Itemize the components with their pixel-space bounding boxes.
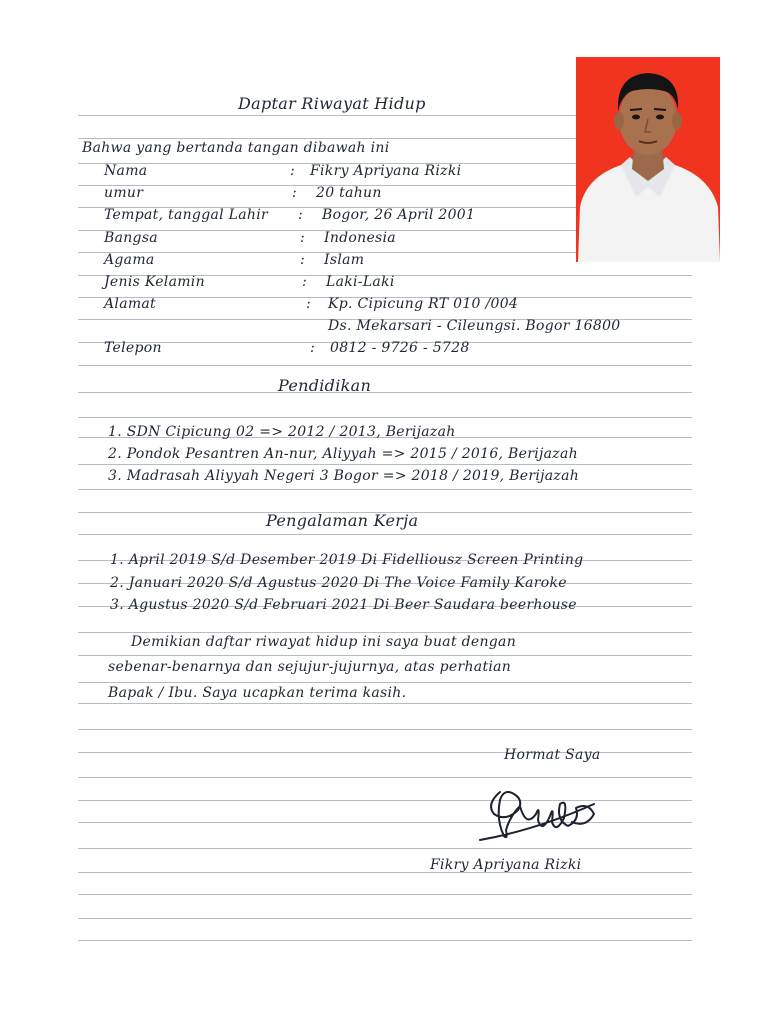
experience-item: 2. Januari 2020 S/d Agustus 2020 Di The Voice Family Karoke <box>110 575 567 591</box>
field-value: Ds. Mekarsari - Cileungsi. Bogor 16800 <box>328 318 621 334</box>
ruled-line <box>78 464 692 465</box>
education-heading: Pendidikan <box>278 376 372 395</box>
ruled-line <box>78 655 692 656</box>
ruled-line <box>78 894 692 895</box>
ruled-line <box>78 534 692 535</box>
field-label: umur <box>104 185 144 201</box>
field-colon: : <box>298 207 304 223</box>
document-title: Daptar Riwayat Hidup <box>238 94 426 113</box>
education-item: 2. Pondok Pesantren An-nur, Aliyyah => 2015 / 2016, Berijazah <box>108 446 578 462</box>
field-value: Bogor, 26 April 2001 <box>322 207 476 223</box>
ruled-line <box>78 872 692 873</box>
signer-name: Fikry Apriyana Rizki <box>430 857 582 873</box>
field-label: Tempat, tanggal Lahir <box>104 207 268 223</box>
ruled-line <box>78 940 692 941</box>
ruled-line <box>78 417 692 418</box>
education-item: 1. SDN Cipicung 02 => 2012 / 2013, Berijazah <box>108 424 456 440</box>
field-colon: : <box>292 185 298 201</box>
field-value: Indonesia <box>324 230 396 246</box>
ruled-line <box>78 365 692 366</box>
ruled-line <box>78 682 692 683</box>
field-label: Nama <box>104 163 148 179</box>
field-colon: : <box>300 230 306 246</box>
closing-salutation: Hormat Saya <box>504 747 601 763</box>
field-value: Kp. Cipicung RT 010 /004 <box>328 296 519 312</box>
field-colon: : <box>310 340 316 356</box>
experience-item: 1. April 2019 S/d Desember 2019 Di Fidelliousz Screen Printing <box>110 552 584 568</box>
ruled-line <box>78 918 692 919</box>
field-label: Alamat <box>104 296 156 312</box>
experience-heading: Pengalaman Kerja <box>266 511 419 530</box>
education-item: 3. Madrasah Aliyyah Negeri 3 Bogor => 2018 / 2019, Berijazah <box>108 468 580 484</box>
field-value: Fikry Apriyana Rizki <box>310 163 462 179</box>
experience-item: 3. Agustus 2020 S/d Februari 2021 Di Beer Saudara beerhouse <box>110 597 577 613</box>
ruled-line <box>78 703 692 704</box>
field-value: Laki-Laki <box>326 274 395 290</box>
closing-line: Demikian daftar riwayat hidup ini saya buat dengan <box>131 634 517 650</box>
field-label: Bangsa <box>104 230 158 246</box>
field-label: Jenis Kelamin <box>104 274 205 290</box>
closing-line: Bapak / Ibu. Saya ucapkan terima kasih. <box>108 685 407 701</box>
field-value: 0812 - 9726 - 5728 <box>330 340 470 356</box>
closing-line: sebenar-benarnya dan sejujur-jujurnya, atas perhatian <box>108 659 512 675</box>
handwritten-signature <box>476 776 626 856</box>
field-value: Islam <box>324 252 365 268</box>
ruled-line <box>78 489 692 490</box>
field-colon: : <box>290 163 296 179</box>
intro-line: Bahwa yang bertanda tangan dibawah ini <box>82 140 390 156</box>
field-value: 20 tahun <box>316 185 382 201</box>
ruled-line <box>78 392 692 393</box>
field-label: Telepon <box>104 340 162 356</box>
person-photo-illustration <box>576 57 720 262</box>
field-colon: : <box>306 296 312 312</box>
field-colon: : <box>300 252 306 268</box>
field-colon: : <box>302 274 308 290</box>
ruled-line <box>78 729 692 730</box>
field-label: Agama <box>104 252 155 268</box>
profile-photo <box>576 57 720 262</box>
